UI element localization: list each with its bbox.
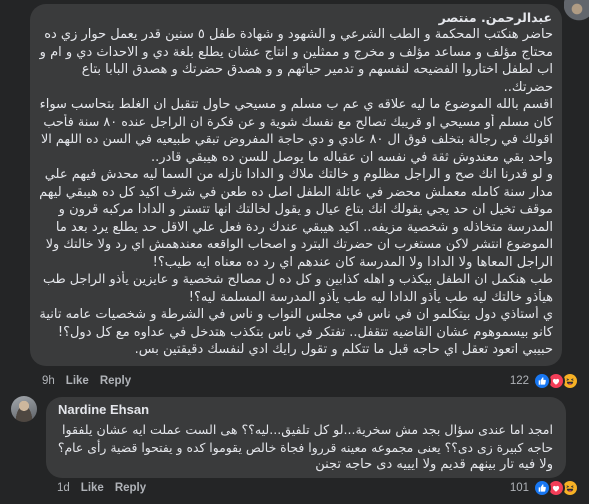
comment-text-line: كان مسلم أو مسيحي او قريبك تصالح مع نفسك شوية و عن فكرة ان الراجل عنده ٨٠ سنة فأحب xyxy=(43,114,553,130)
reactions-summary[interactable] xyxy=(510,479,579,497)
comment-text-line: الموضوع انتشر لاكن مستغرب ان حضرتك البترد و اصحاب الواقعه معندهمش اي رد ولا خالتك ولا xyxy=(45,237,553,252)
like-button[interactable]: Like xyxy=(80,482,104,494)
comment-author[interactable]: عبدالرحمن. منتصر xyxy=(438,10,552,25)
comment-text xyxy=(38,26,553,359)
comment-text-line: اقسم بالله الموضوع ما ليه علاقه ي عم ب مسلم و مسيحي حاول تتقبل ان الغلط بتحاسب سواء xyxy=(39,97,553,112)
comment-timestamp[interactable]: 9h xyxy=(42,375,55,387)
comment-text-line: اقولك في رجالة بتخلف فوق ال ٨٠ عادي و دي حاجة المفروض تبقي طبيعيه في السن ده اللهم الا xyxy=(40,132,553,147)
comment-text-line: حضرتك.. xyxy=(503,79,553,95)
reaction-icons xyxy=(533,372,579,390)
comment-text-line: امجد اما عندى سؤال بجد مش سخرية...لو كل تلفيق...ليه؟؟ هى الست عملت ايه عشان يلفقوا xyxy=(62,422,553,437)
reaction-icons xyxy=(533,479,579,497)
comment-author[interactable]: Nardine Ehsan xyxy=(58,402,150,417)
comment-text-line: موقف تخيل ان حد يجي يقولك انك بتاع عيال و يقول لخالتك انها تتستر و الدادا مركبه قرون و xyxy=(58,202,553,217)
comment-text-line: و لو قدرنا انك صح و الراجل مظلوم و خالتك ملاك و الدادا نازله من السما ليه محدش فيهم علي xyxy=(44,167,553,182)
comment-text-line: حاضر هنكتب المحكمة و الطب الشرعي و الشهود و شهادة طفل ٥ سنين قدر يعمل حوار زي ده xyxy=(44,27,553,42)
comment-text-line: حبيبي اتعود تعقل اي حاجه قبل ما تتكلم و تقول رايك ادي لنفسك دقيقتين بس. xyxy=(134,342,553,357)
comment-text-line: واحد بقي معندوش ثقة في نفسه ان عقباله ما يوصل للسن ده هيبقي قادر.. xyxy=(150,149,553,165)
reply-button[interactable]: Reply xyxy=(114,482,147,494)
comment-text xyxy=(56,421,553,474)
comment-text-line: كانو بيسموهوم عشان القاضيه تتقفل.. تفتكر في ناس بتكذب هتدخل في عداوه مع كل دول؟! xyxy=(57,324,553,340)
comment-actions xyxy=(57,480,146,496)
comment-text-line: المدرسة متخاذله و شخصية مزيفه.. اكيد هيبقي عندك ردة فعل علي الاقل حد يطلع يرد بعد ما xyxy=(55,219,553,235)
comment-text-line: الراجل المعاها ولا الدادا ولا المدرسة كان عندهم اي رد ده معناه ايه طيب؟! xyxy=(152,254,553,270)
reaction-count: 122 xyxy=(509,375,529,387)
comment-text-line: ي أستاذي دول بيتكلمو ان في ناس في مجلس النواب و ناس في الشرطة و شخصيات عامه تانية xyxy=(39,307,553,322)
comment-text-line: حاجه كبيرة زى دى؟؟ يعنى مجموعه معينه قرروا فجاة خالص يقوموا كده و يفتحوا قضية رأى عام؟ xyxy=(57,439,553,455)
comment-text-line: اب لطفل اختاروا الفضيحه لنفسهم و تدمير حياتهم و و هصدق حضرتك و هصدق البابا بتاع xyxy=(81,62,553,77)
comment-text-line: محتاج مؤلف و مساعد مؤلف و مخرج و ممثلين و انتاج عشان يطلع بلغة دي و الاحداث دي و ام و xyxy=(39,44,553,60)
comment-text-line: ولا فيه تار بينهم قديم ولا ايييه دى حاجه تجنن xyxy=(315,457,553,472)
like-reaction-icon xyxy=(533,479,551,497)
avatar[interactable] xyxy=(11,396,37,422)
comment-text-line: مدار سنة كامله معملش محضر في عائلة الطفل اصل ده طعن في شرف اكيد كل ده هيبقي ليهم xyxy=(39,184,553,200)
comment-text-line: هيأذو خالتك ليه طب يأذو الدادا ليه طب يأذو المدرسة المسلمة ليه؟! xyxy=(188,289,553,305)
like-button[interactable]: Like xyxy=(65,375,89,387)
avatar[interactable] xyxy=(564,0,589,21)
like-reaction-icon xyxy=(533,372,551,390)
comment-timestamp[interactable]: 1d xyxy=(57,482,70,494)
comment-bubble xyxy=(46,397,566,478)
comment xyxy=(0,395,589,504)
reaction-count: 101 xyxy=(509,482,529,494)
comment-bubble xyxy=(30,4,562,366)
comment-text-line: طب هنكمل ان الطفل بيكذب و اهله كذابين و كل ده ل مصالح شخصية و عايزين يأذو الراجل طب xyxy=(42,272,553,287)
comment-actions xyxy=(42,373,131,389)
reply-button[interactable]: Reply xyxy=(99,375,132,387)
reactions-summary[interactable] xyxy=(510,372,579,390)
